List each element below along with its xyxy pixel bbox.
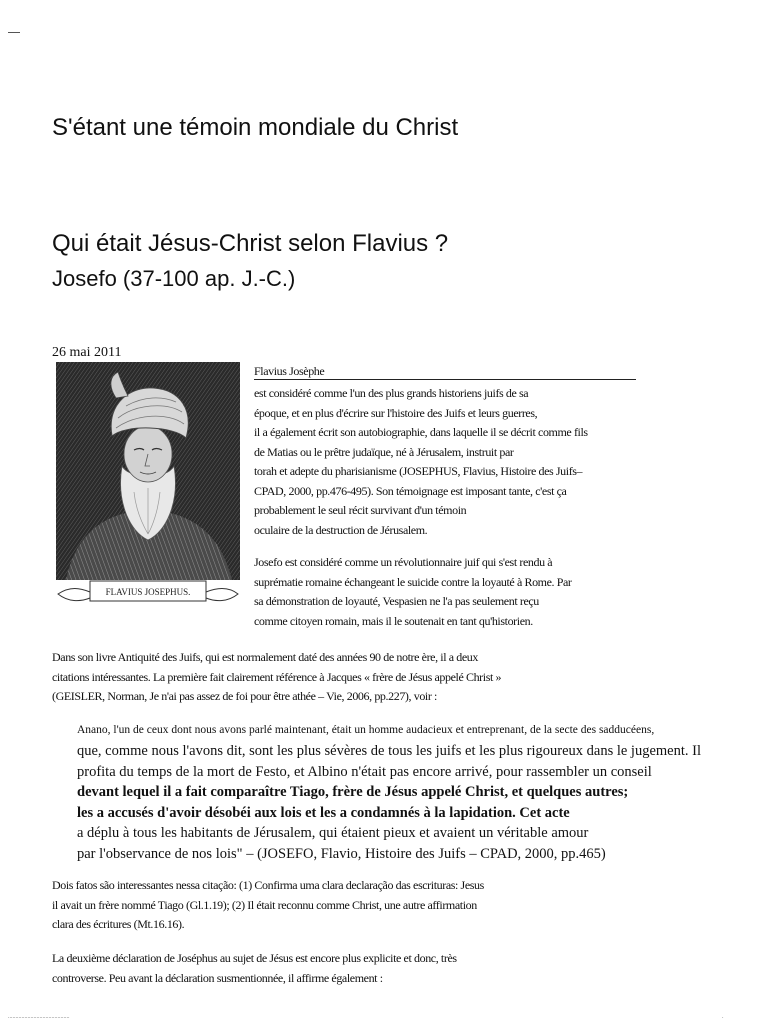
paragraph-line: comme citoyen romain, mais il le soutenait en tant qu'historien. <box>254 613 533 628</box>
paragraph-line: citations intéressantes. La première fait clairement référence à Jacques « frère de Jésus appelé Christ » <box>52 669 502 684</box>
paragraph-line: (GEISLER, Norman, Je n'ai pas assez de foi pour être athée – Vie, 2006, pp.227), voir : <box>52 689 437 703</box>
paragraph-line: La deuxième déclaration de Joséphus au sujet de Jésus est encore plus explicite et donc, très <box>52 951 457 965</box>
intro-line: torah et adepte du pharisianisme (JOSEPHUS, Flavius, Histoire des Juifs– <box>254 464 583 478</box>
author-name: Flavius Josèphe <box>254 364 636 380</box>
article-title: Qui était Jésus-Christ selon Flavius ? <box>52 230 449 257</box>
footer-right-mark: . <box>722 1014 724 1020</box>
paragraph-second-statement <box>52 949 672 988</box>
intro-line: il a également écrit son autobiographie, dans laquelle il se décrit comme fils <box>254 425 588 439</box>
intro-line: époque, et en plus d'écrire sur l'histoire des Juifs et leurs guerres, <box>254 405 538 420</box>
engraved-portrait-image <box>56 362 240 608</box>
intro-paragraph <box>254 384 634 540</box>
paragraph-line: suprématie romaine échangeant le suicide contre la loyauté à Rome. Par <box>254 574 572 589</box>
paragraph-line: Dois fatos são interessantes nessa citação: (1) Confirma uma clara declaração das escrituras: Jesus <box>52 878 484 892</box>
portrait-banner-label: FLAVIUS JOSEPHUS. <box>105 587 191 597</box>
quote-line: Anano, l'un de ceux dont nous avons parlé maintenant, était un homme audacieux et entreprenant, de la secte des sadducéens, <box>77 724 655 736</box>
paragraph-revolutionary <box>254 553 634 631</box>
paragraph-two-facts <box>52 876 672 935</box>
quote-line: que, comme nous l'avons dit, sont les plus sévères de tous les juifs et les plus rigoureux dans le jugement. Il <box>77 743 701 759</box>
paragraph-line: clara des écritures (Mt.16.16). <box>52 917 185 931</box>
paragraph-line: sa démonstration de loyauté, Vespasien ne l'a pas seulement reçu <box>254 594 539 608</box>
paragraph-antiquities <box>52 648 712 707</box>
article-subtitle: Josefo (37-100 ap. J.-C.) <box>52 266 296 291</box>
quote-line-bold: les a accusés d'avoir désobéi aux lois et les a condamnés à la lapidation. Cet acte <box>77 804 570 821</box>
page-corner-mark <box>8 32 20 33</box>
paragraph-line: Josefo est considéré comme un révolutionnaire juif qui s'est rendu à <box>254 555 553 569</box>
intro-line: de Matias ou le prêtre judaïque, né à Jérusalem, instruit par <box>254 444 514 459</box>
footer-left-mark: ......................................... <box>8 1014 70 1020</box>
intro-line: oculaire de la destruction de Jérusalem. <box>254 522 428 537</box>
intro-line: est considéré comme l'un des plus grands historiens juifs de sa <box>254 386 529 400</box>
intro-line: probablement le seul récit survivant d'un témoin <box>254 503 467 517</box>
quote-line: a déplu à tous les habitants de Jérusalem, qui étaient pieux et avaient un véritable amour <box>77 825 589 841</box>
intro-line: CPAD, 2000, pp.476-495). Son témoignage est imposant tante, c'est ça <box>254 483 567 498</box>
quote-line: profita du temps de la mort de Festo, et Albino n'était pas encore arrivé, pour rassembler un conseil <box>77 763 652 780</box>
paragraph-line: controverse. Peu avant la déclaration susmentionnée, il affirme également : <box>52 970 383 985</box>
publication-date: 26 mai 2011 <box>52 345 122 360</box>
quote-line: par l'observance de nos lois" – (JOSEFO, Flavio, Histoire des Juifs – CPAD, 2000, pp.465) <box>77 845 606 862</box>
quote-line-bold: devant lequel il a fait comparaître Tiago, frère de Jésus appelé Christ, et quelques autres; <box>77 784 629 800</box>
page-title: S'étant une témoin mondiale du Christ <box>52 114 459 141</box>
paragraph-line: il avait un frère nommé Tiago (Gl.1.19); (2) Il était reconnu comme Christ, une autre affirmation <box>52 897 477 912</box>
paragraph-line: Dans son livre Antiquité des Juifs, qui est normalement daté des années 90 de notre ère, il a deux <box>52 650 479 664</box>
block-quote <box>77 719 717 864</box>
